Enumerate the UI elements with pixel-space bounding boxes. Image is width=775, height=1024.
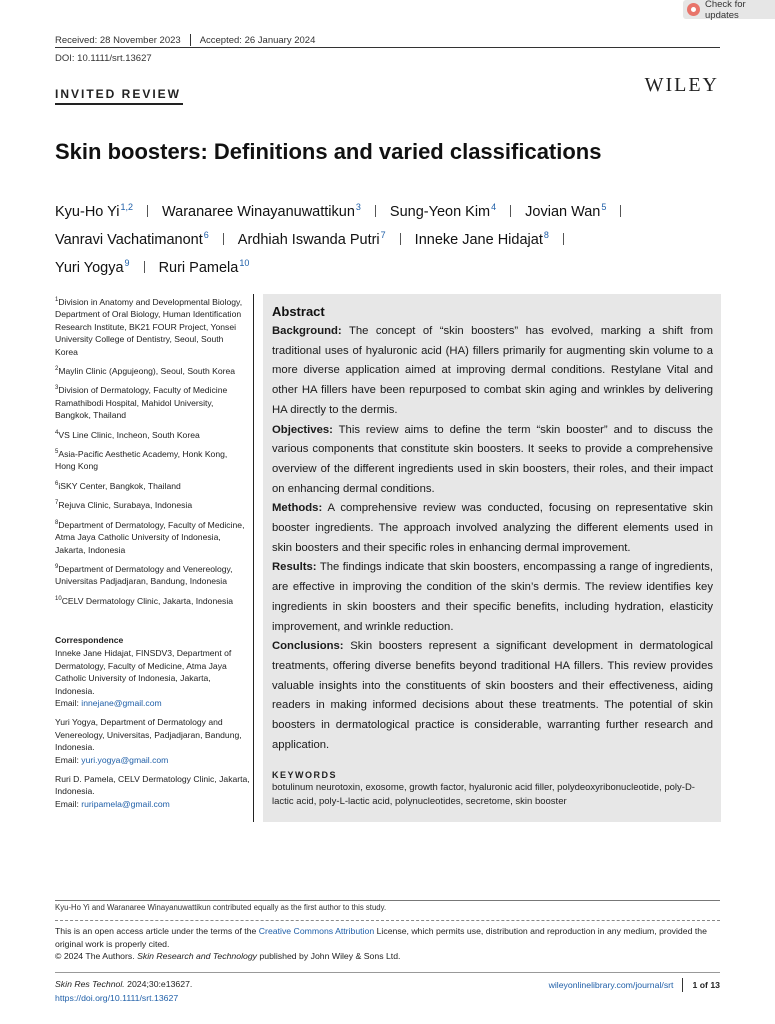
author-name-text: Vanravi Vachatimanont	[55, 232, 203, 248]
author-separator	[563, 233, 564, 245]
publisher-logo: WILEY	[644, 74, 719, 96]
author-affiliation-ref[interactable]: 1,2	[120, 202, 133, 212]
author-affiliation-ref[interactable]: 7	[380, 230, 386, 240]
abstract-section	[272, 421, 713, 500]
abstract-section	[272, 499, 713, 558]
author-separator	[147, 205, 148, 217]
author-affiliation-ref[interactable]: 4	[491, 202, 497, 212]
keywords-heading: KEYWORDS	[272, 770, 338, 781]
email-label: Email:	[55, 754, 79, 765]
correspondence-entry	[55, 716, 250, 766]
affiliation-item	[55, 497, 245, 511]
author-name-text: Inneke Jane Hidajat	[414, 232, 543, 248]
journal-site-link[interactable]: wileyonlinelibrary.com/journal/srt	[548, 980, 674, 990]
author-affiliation-ref[interactable]: 8	[543, 230, 549, 240]
correspondence-heading: Correspondence	[55, 635, 124, 645]
email-label: Email:	[55, 698, 79, 709]
abstract-section	[272, 322, 713, 421]
dates-row	[55, 34, 315, 46]
correspondence-email-row	[55, 798, 250, 810]
author-separator	[400, 233, 401, 245]
keywords-text: botulinum neurotoxin, exosome, growth factor, hyaluronic acid filler, polydeoxyribonucleotide, poly-D-lactic acid, poly-L-lactic acid, polynucleotides, secretome, skin booster	[272, 782, 695, 807]
abstract-section	[272, 558, 713, 637]
footnote-dashed-rule	[55, 920, 720, 921]
abstract-section-label: Objectives:	[272, 423, 333, 436]
correspondence-email-row	[55, 754, 250, 766]
author-affiliation-ref[interactable]: 9	[124, 258, 130, 268]
author-list	[55, 196, 725, 280]
affiliation-text: Rejuva Clinic, Surabaya, Indonesia	[58, 500, 193, 511]
email-link[interactable]: yuri.yogya@gmail.com	[81, 754, 169, 765]
author-name-text: Kyu-Ho Yi	[55, 204, 120, 220]
copyright-journal: Skin Research and Technology	[137, 951, 258, 962]
abstract-heading: Abstract	[272, 304, 325, 319]
affiliation-item	[55, 478, 245, 492]
contribution-note: Kyu-Ho Yi and Waranaree Winayanuwattikun contributed equally as the first author to this study.	[55, 903, 387, 912]
email-link[interactable]: innejane@gmail.com	[81, 698, 162, 709]
correspondence-address: Yuri Yogya, Department of Dermatology and Venereology, Universitas, Padjadjaran, Bandung, Indonesia.	[55, 717, 242, 753]
abstract-section-label: Background:	[272, 325, 342, 337]
affiliation-number: 7	[55, 500, 59, 507]
affiliation-item	[55, 363, 245, 377]
author-separator	[144, 261, 145, 273]
abstract-section-text: The concept of “skin boosters” has evolved, marking a shift from traditional uses of hyaluronic acid (HA) fillers primarily for augmenting skin volume to a more diverse application aimed at improving dermal conditions. Restylane Vital and other HA fillers have been repurposed to combat skin aging and wrinkles by delivering HA directly to the dermis.	[272, 325, 713, 416]
affiliation-item	[55, 561, 245, 588]
copyright-post: published by John Wiley & Sons Ltd.	[257, 951, 401, 962]
author-name	[238, 232, 386, 248]
author-name-text: Sung-Yeon Kim	[389, 204, 491, 220]
correspondence-entry	[55, 773, 250, 810]
author-name	[525, 204, 606, 220]
crossmark-icon	[687, 3, 700, 16]
correspondence-entry	[55, 647, 250, 709]
author-separator	[223, 233, 224, 245]
affiliation-text: Asia-Pacific Aesthetic Academy, Honk Kong, Hong Kong	[55, 449, 228, 472]
affiliation-text: VS Line Clinic, Incheon, South Korea	[58, 429, 200, 440]
copyright-text	[55, 950, 723, 963]
affiliation-text: Division in Anatomy and Developmental Biology, Department of Oral Biology, Human Identification Research Institute, BK21 FOUR Project, Yonsei University College of Dentistry, Seoul, South Korea	[55, 297, 243, 357]
affiliation-text: Maylin Clinic (Apgujeong), Seoul, South Korea	[58, 366, 236, 377]
affiliation-item	[55, 427, 245, 441]
author-name	[159, 260, 250, 276]
author-name	[55, 260, 130, 276]
article-type-underline	[55, 103, 183, 105]
received-date: Received: 28 November 2023	[55, 34, 181, 46]
email-label: Email:	[55, 798, 79, 809]
affiliation-number: 2	[55, 366, 59, 373]
author-name	[55, 232, 209, 248]
cc-license-link[interactable]: Creative Commons Attribution	[258, 926, 375, 936]
article-title: Skin boosters: Definitions and varied classifications	[55, 139, 602, 164]
author-name-text: Waranaree Winayanuwattikun	[162, 204, 355, 220]
author-name	[55, 204, 133, 220]
page-info	[549, 978, 720, 992]
license-post: License, which permits use, distribution and reproduction in any medium, provided the original work is properly cited.	[55, 926, 707, 949]
citation-text	[55, 978, 192, 992]
header-rule	[55, 47, 720, 48]
affiliation-text: iSKY Center, Bangkok, Thailand	[58, 480, 181, 491]
affiliation-item	[55, 294, 245, 358]
affiliation-number: 6	[55, 480, 59, 487]
abstract-box	[263, 294, 721, 822]
author-name-text: Ardhiah Iswanda Putri	[237, 232, 380, 248]
correspondence-address: Inneke Jane Hidajat, FINSDV3, Department of Dermatology, Faculty of Medicine, Atma Jaya Catholic University of Indonesia, Jakarta, Indonesia.	[55, 648, 232, 696]
affiliation-item	[55, 593, 245, 607]
check-for-updates-badge[interactable]	[683, 0, 775, 19]
article-type-label: INVITED REVIEW	[55, 87, 182, 101]
author-name	[162, 204, 361, 220]
affiliation-number: 1	[55, 297, 59, 303]
affiliation-item	[55, 517, 245, 556]
author-name-text: Ruri Pamela	[158, 260, 239, 276]
author-affiliation-ref[interactable]: 6	[203, 230, 209, 240]
affiliation-text: Department of Dermatology, Faculty of Medicine, Atma Jaya Catholic University of Indonesia, Jakarta, Indonesia	[55, 519, 245, 555]
copyright-pre: © 2024 The Authors.	[55, 951, 138, 962]
author-name-text: Yuri Yogya	[55, 260, 124, 276]
affiliation-text: Department of Dermatology and Venereology, Universitas Padjadjaran, Bandung, Indonesia	[55, 563, 233, 587]
citation-rest: 2024;30:e13627.	[124, 979, 193, 989]
footnote-rule	[55, 900, 720, 901]
abstract-section-text: A comprehensive review was conducted, focusing on representative skin booster ingredients. The approach involved analyzing the different elements used in skin boosters and their specific roles in enhancing dermal improvement.	[272, 502, 714, 554]
affiliation-number: 8	[55, 519, 59, 526]
license-block	[55, 925, 723, 963]
abstract-section-label: Methods:	[272, 502, 323, 515]
email-link[interactable]: ruripamela@gmail.com	[81, 798, 170, 809]
check-for-updates-label: Check for updates	[705, 0, 746, 21]
dates-divider	[190, 34, 191, 46]
author-name	[415, 232, 549, 248]
affiliation-text: Division of Dermatology, Faculty of Medicine Ramathibodi Hospital, Mahidol University, Bangkok, Thailand	[55, 385, 228, 421]
citation-journal: Skin Res Technol.	[55, 979, 125, 989]
accepted-date: Accepted: 26 January 2024	[199, 34, 316, 46]
abstract-section-text: Skin boosters represent a significant development in dermatological treatments, offering diverse benefits beyond traditional HA fillers. This review provides valuable insights into the constituents of skin boosters and their effectiveness, aiding readers in making informed decisions about these treatments. The potential of skin boosters in dermatological practice is considerable, warranting further research and application.	[272, 640, 714, 751]
author-name	[390, 204, 496, 220]
affiliation-number: 4	[55, 429, 59, 436]
affiliation-text: CELV Dermatology Clinic, Jakarta, Indonesia	[61, 595, 234, 606]
page-footer-rule	[55, 972, 720, 973]
abstract-section-label: Conclusions:	[272, 640, 344, 653]
affiliation-number: 5	[55, 449, 59, 456]
license-text	[55, 925, 723, 950]
affiliations-list	[55, 294, 245, 612]
column-divider	[253, 294, 254, 822]
author-separator	[375, 205, 376, 217]
author-affiliation-ref[interactable]: 10	[239, 258, 250, 268]
correspondence-block	[55, 634, 250, 817]
affiliation-number: 10	[55, 595, 62, 602]
correspondence-email-row	[55, 697, 250, 709]
doi-text: DOI: 10.1111/srt.13627	[55, 53, 152, 64]
author-separator	[510, 205, 511, 217]
affiliation-item	[55, 382, 245, 421]
abstract-section-label: Results:	[272, 561, 317, 574]
page-info-divider	[682, 978, 683, 992]
author-affiliation-ref[interactable]: 5	[601, 202, 607, 212]
correspondence-address: Ruri D. Pamela, CELV Dermatology Clinic, Jakarta, Indonesia.	[55, 774, 250, 797]
affiliation-item	[55, 446, 245, 473]
abstract-section-text: The findings indicate that skin boosters, encompassing a range of ingredients, are effective in improving the condition of the skin’s dermis. The review identifies key ingredients in skin boosters and their specific benefits, including hydration, elasticity improvement, and wrinkle reduction.	[272, 561, 713, 633]
page-number: 1 of 13	[692, 980, 720, 990]
author-separator	[620, 205, 621, 217]
author-name-text: Jovian Wan	[525, 204, 601, 220]
citation-doi-link[interactable]: https://doi.org/10.1111/srt.13627	[55, 992, 179, 1003]
abstract-section	[272, 637, 713, 755]
affiliation-number: 3	[55, 385, 59, 392]
citation-block	[55, 978, 192, 1005]
abstract-section-text: This review aims to define the term “skin booster” and to discuss the various components that constitute skin boosters. It seeks to provide a comprehensive overview of the different ingredients used in skin boosters, their roles, and their impact on enhancing dermal conditions.	[272, 423, 714, 495]
affiliation-number: 9	[55, 563, 59, 570]
author-affiliation-ref[interactable]: 3	[355, 202, 361, 212]
license-pre: This is an open access article under the terms of the	[55, 926, 259, 936]
